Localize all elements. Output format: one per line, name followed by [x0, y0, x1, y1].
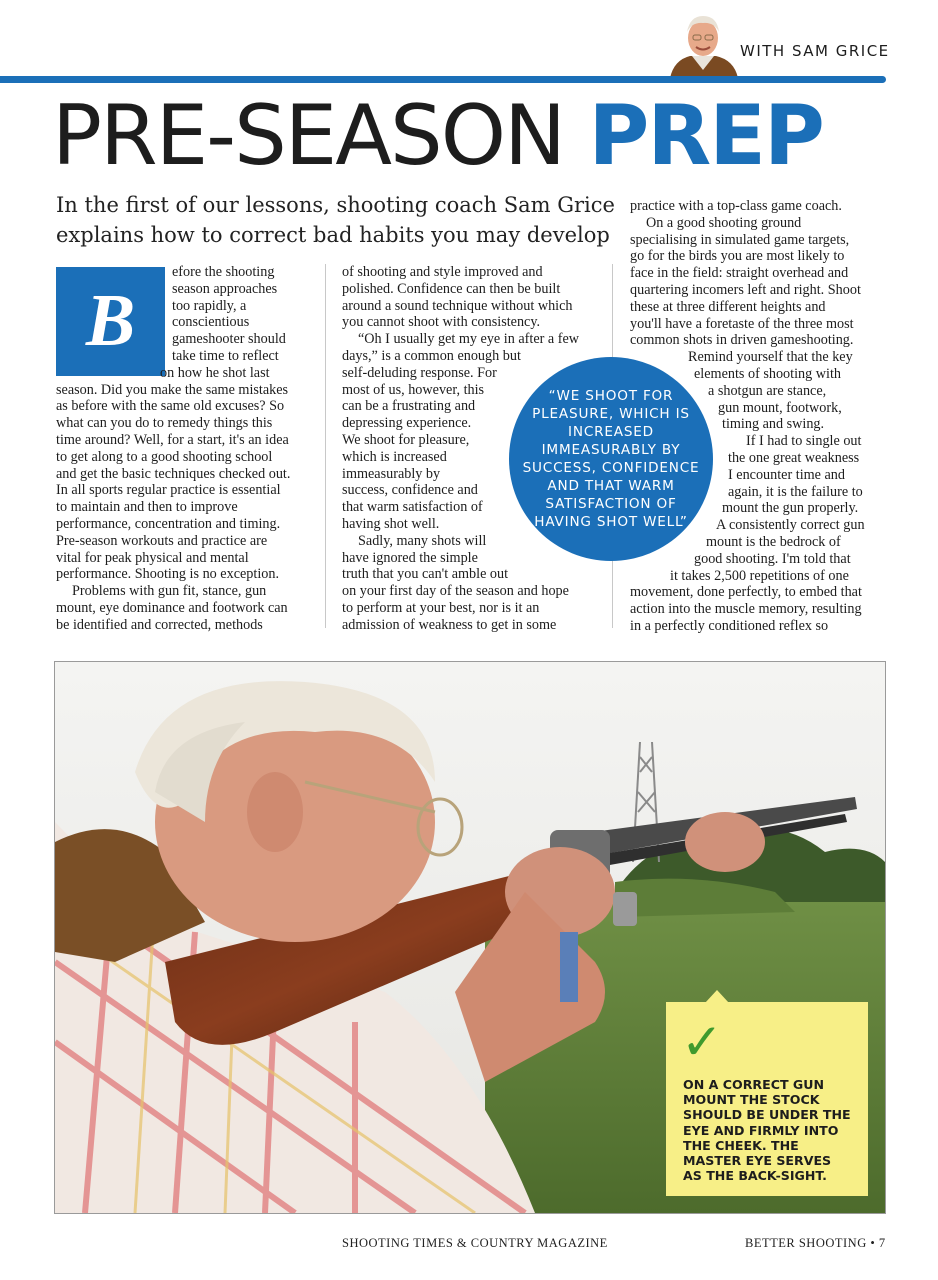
- text-line: admission of weakness to get in some: [342, 616, 557, 633]
- footer-magazine-name: SHOOTING TIMES & COUNTRY MAGAZINE: [342, 1236, 608, 1250]
- text-line: which is increased: [342, 448, 447, 465]
- text-line: of shooting and style improved and: [342, 264, 543, 280]
- text-line: as before with the same old excuses? So: [56, 398, 285, 415]
- text-line: efore the shooting: [172, 264, 275, 280]
- text-line: performance, concentration and timing.: [56, 515, 281, 532]
- article-column-1: [56, 264, 306, 634]
- text-line: can be a frustrating and: [342, 398, 476, 415]
- standfirst-line: explains how to correct bad habits you may develop: [56, 223, 610, 247]
- series-kicker: WITH SAM GRICE: [740, 42, 890, 60]
- page-title: [52, 86, 823, 186]
- text-line: practice with a top-class game coach.: [630, 198, 842, 214]
- text-line: action into the muscle memory, resulting: [630, 601, 862, 618]
- pull-quote: [509, 357, 713, 561]
- header-rule: [0, 76, 886, 83]
- text-line: Sadly, many shots will: [358, 532, 487, 549]
- text-line: timing and swing.: [722, 416, 825, 433]
- text-line: movement, done perfectly, to embed that: [630, 584, 862, 601]
- text-line: it takes 2,500 repetitions of one: [670, 567, 849, 584]
- text-line: what can you do to remedy things this: [56, 415, 273, 432]
- text-line: that warm satisfaction of: [342, 499, 483, 516]
- text-line: truth that you can't amble out: [342, 566, 509, 583]
- text-line: I encounter time and: [728, 466, 845, 483]
- text-line: face in the field: straight overhead and: [630, 265, 849, 282]
- text-line: A consistently correct gun: [716, 517, 865, 534]
- author-photo: [664, 8, 742, 78]
- text-line: on your first day of the season and hope: [342, 583, 569, 600]
- text-line: too rapidly, a: [172, 297, 247, 314]
- text-line: In all sports regular practice is essential: [56, 482, 281, 499]
- text-line: season. Did you make the same mistakes: [56, 381, 289, 398]
- checkmark-icon: ✓: [681, 1013, 723, 1071]
- text-line: mount the gun properly.: [722, 500, 859, 517]
- footer-page-number: BETTER SHOOTING • 7: [745, 1236, 886, 1250]
- text-line: you cannot shoot with consistency.: [342, 314, 541, 331]
- text-line: gun mount, footwork,: [718, 399, 842, 416]
- text-line: depressing experience.: [342, 415, 472, 432]
- text-line: common shots in driven gameshooting.: [630, 332, 854, 349]
- text-line: success, confidence and: [342, 482, 478, 499]
- text-line: conscientious: [172, 314, 250, 331]
- standfirst: [56, 190, 615, 250]
- text-line: “Oh I usually get my eye in after a few: [358, 331, 580, 348]
- text-line: most of us, however, this: [342, 381, 485, 398]
- text-line: you'll have a foretaste of the three most: [630, 315, 854, 332]
- text-line: days,” is a common enough but: [342, 347, 521, 364]
- photo-caption-text: ON A CORRECT GUN MOUNT THE STOCK SHOULD BE UNDER THE EYE AND FIRMLY INTO THE CHEEK. THE MASTER EYE SERVES AS THE BACK-SIGHT.: [683, 1077, 851, 1184]
- text-line: and get the basic techniques checked out.: [56, 465, 291, 482]
- text-line: polished. Confidence can then be built: [342, 280, 561, 297]
- text-line: on how he shot last: [160, 364, 270, 381]
- text-line: to get along to a good shooting school: [56, 448, 273, 465]
- text-line: around a sound technique without which: [342, 297, 573, 314]
- text-line: a shotgun are stance,: [708, 382, 827, 399]
- text-line: gameshooter should: [172, 331, 286, 348]
- text-line: performance. Shooting is no exception.: [56, 566, 280, 583]
- text-line: On a good shooting ground: [646, 214, 802, 231]
- text-line: again, it is the failure to: [728, 483, 863, 500]
- text-line: Pre-season workouts and practice are: [56, 532, 268, 549]
- text-line: these at three different heights and: [630, 298, 826, 315]
- text-line: mount, eye dominance and footwork can: [56, 599, 288, 616]
- title-light: PRE-SEASON: [52, 87, 565, 184]
- pull-quote-text: “WE SHOOT FOR PLEASURE, WHICH IS INCREASED IMMEASURABLY BY SUCCESS, CONFIDENCE AND THAT WARM SATISFACTION OF HAVING SHOT WELL”: [522, 388, 700, 530]
- text-line: in a perfectly conditioned reflex so: [630, 617, 829, 634]
- text-line: take time to reflect: [172, 347, 279, 364]
- text-line: specialising in simulated game targets,: [630, 231, 850, 248]
- text-line: go for the birds you are most likely to: [630, 248, 845, 265]
- drop-cap: B: [56, 267, 165, 376]
- text-line: having shot well.: [342, 515, 440, 532]
- text-line: season approaches: [172, 280, 278, 297]
- text-line: self-deluding response. For: [342, 364, 497, 381]
- text-line: quartering incomers left and right. Shoot: [630, 281, 861, 298]
- title-bold: PREP: [588, 87, 823, 184]
- text-line: Problems with gun fit, stance, gun: [72, 583, 267, 600]
- standfirst-line: In the first of our lessons, shooting coach Sam Grice: [56, 193, 615, 217]
- text-line: elements of shooting with: [694, 365, 841, 382]
- text-line: If I had to single out: [746, 433, 862, 450]
- text-line: Remind yourself that the key: [688, 349, 853, 366]
- text-line: immeasurably by: [342, 465, 441, 482]
- text-line: have ignored the simple: [342, 549, 478, 566]
- text-line: the one great weakness: [728, 449, 860, 466]
- text-line: We shoot for pleasure,: [342, 431, 470, 448]
- text-line: vital for peak physical and mental: [56, 549, 249, 566]
- text-line: time around? Well, for a start, it's an idea: [56, 431, 289, 448]
- text-line: mount is the bedrock of: [706, 533, 841, 550]
- text-line: be identified and corrected, methods: [56, 616, 263, 633]
- text-line: to maintain and then to improve: [56, 499, 238, 516]
- text-line: to perform at your best, nor is it an: [342, 599, 540, 616]
- text-line: good shooting. I'm told that: [694, 550, 851, 567]
- column-divider: [325, 264, 326, 628]
